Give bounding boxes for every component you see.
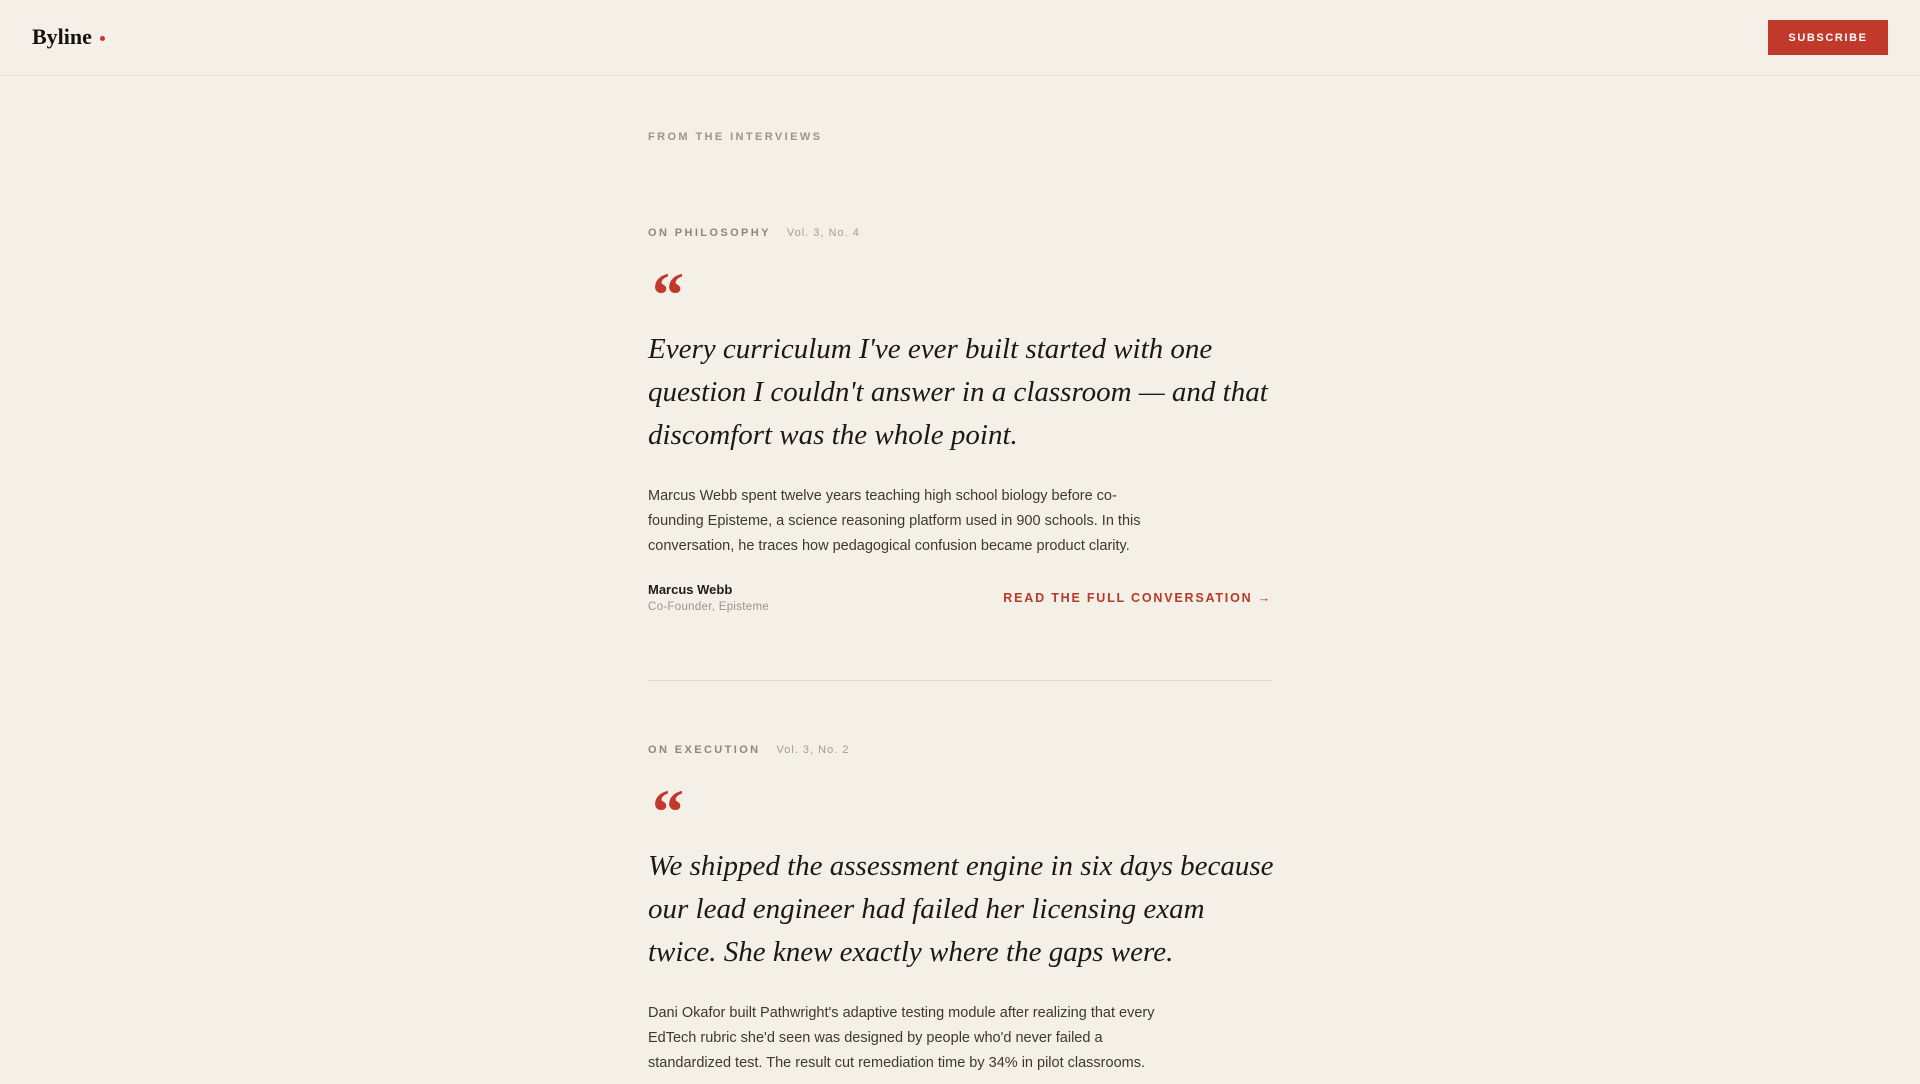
brand-name[interactable]: Byline [32,24,92,49]
interviewee-name: Marcus Webb [648,582,733,597]
interviewee [648,582,769,613]
brand-logo[interactable] [32,24,105,50]
subscribe-button[interactable]: SUBSCRIBE [1768,20,1888,55]
section-eyebrow: FROM THE INTERVIEWS [648,131,823,143]
interview-card [648,227,1272,687]
interview-description: Dani Okafor built Pathwright's adaptive testing module after realizing that every EdTech rubric she'd seen was designed by people who'd never failed a standardized test. The result cut remediation time by 34% in pilot classrooms. [648,1005,1155,1071]
interview-description: Marcus Webb spent twelve years teaching high school biology before co-founding Episteme, a science reasoning platform used in 900 schools. In this conversation, he traces how pedagogical confusion became product clarity. [648,488,1141,554]
interview-quote: We shipped the assessment engine in six days because our lead engineer had failed her licensing exam twice. She knew exactly where the gaps were. [648,850,1274,968]
entry-divider [648,680,1272,681]
interview-volume: Vol. 3, No. 4 [786,227,860,239]
interview-meta [648,744,1272,758]
interview-volume: Vol. 3, No. 2 [776,744,850,756]
quote-mark-icon: “ [652,259,684,330]
interviewee-role: Co-Founder, Episteme [648,601,770,613]
interview-category: ON EXECUTION [648,744,761,756]
read-full-conversation-link[interactable]: READ THE FULL CONVERSATION → [1003,591,1272,605]
top-bar [0,0,1920,76]
interview-category: ON PHILOSOPHY [648,227,771,239]
brand-dot-icon [100,36,105,41]
interview-card [648,744,1272,1084]
interview-quote: Every curriculum I've ever built started with one question I couldn't answer in a classroom — and that discomfort was the whole point. [648,333,1268,451]
interview-meta [648,227,1272,241]
quote-mark-icon: “ [652,776,684,847]
